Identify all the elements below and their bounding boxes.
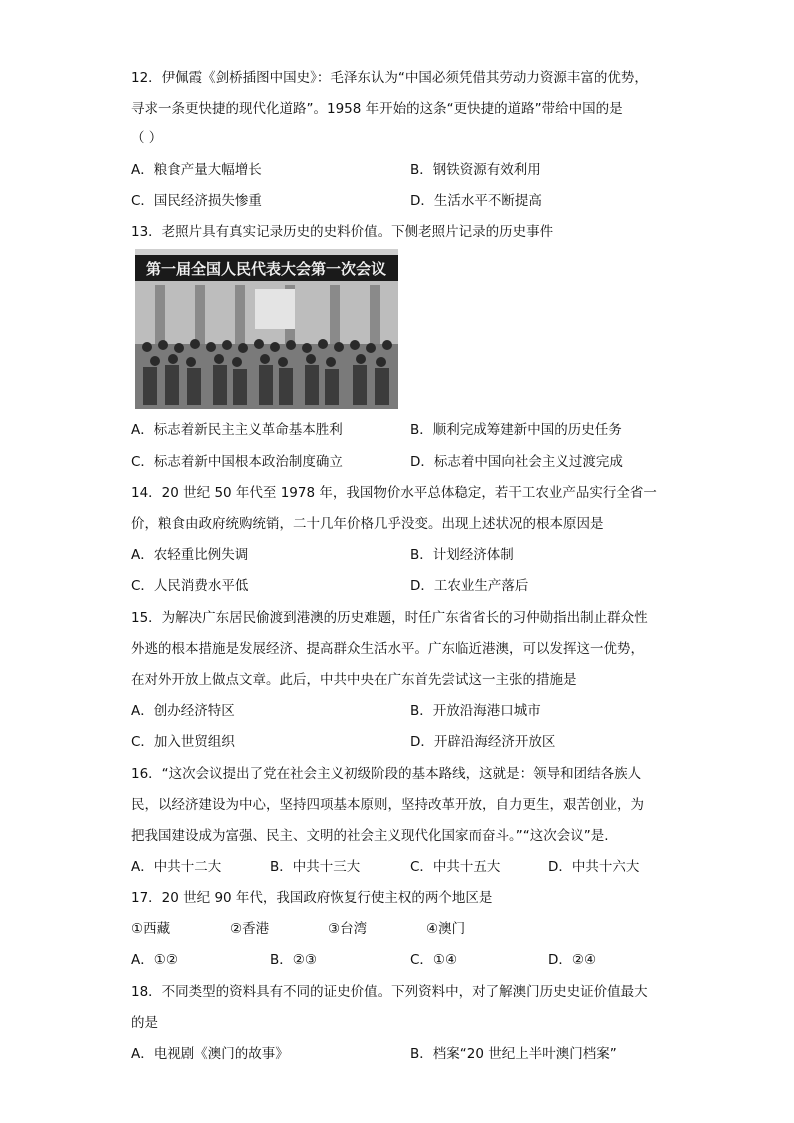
question-16-line-1: 16．“这次会议提出了党在社会主义初级阶段的基本路线，这就是：领导和团结各族人 [131, 766, 642, 782]
question-14-option-d[interactable]: D．工农业生产落后 [410, 578, 529, 594]
question-17-item-3: ③台湾 [328, 921, 368, 937]
question-17-item-1: ①西藏 [131, 921, 171, 937]
question-12-option-a[interactable]: A．粮食产量大幅增长 [131, 162, 262, 178]
question-17-line-1: 17．20 世纪 90 年代，我国政府恢复行使主权的两个地区是 [131, 890, 493, 906]
question-17-option-d[interactable]: D．②④ [548, 952, 597, 968]
question-18-option-b[interactable]: B．档案“20 世纪上半叶澳门档案” [410, 1046, 617, 1062]
question-18-line-1: 18．不同类型的资料具有不同的证史价值。下列资料中，对了解澳门历史史证价值最大 [131, 984, 648, 1000]
question-12-option-b[interactable]: B．钢铁资源有效利用 [410, 162, 541, 178]
question-17-option-a[interactable]: A．①② [131, 952, 178, 968]
question-13-option-d[interactable]: D．标志着中国向社会主义过渡完成 [410, 454, 623, 470]
question-14-option-a[interactable]: A．农轻重比例失调 [131, 547, 249, 563]
question-15-option-a[interactable]: A．创办经济特区 [131, 703, 235, 719]
question-12-line-3: （ ） [131, 130, 163, 146]
question-12-line-2: 寻求一条更快捷的现代化道路”。1958 年开始的这条“更快捷的道路”带给中国的是 [131, 101, 623, 117]
question-13-option-c[interactable]: C．标志着新中国根本政治制度确立 [131, 454, 343, 470]
question-14-option-b[interactable]: B．计划经济体制 [410, 547, 514, 563]
question-15-line-2: 外逃的根本措施是发展经济、提高群众生活水平。广东临近港澳，可以发挥这一优势， [131, 641, 644, 657]
question-14-line-2: 价，粮食由政府统购统销，二十几年价格几乎没变。出现上述状况的根本原因是 [131, 516, 604, 532]
question-15-option-c[interactable]: C．加入世贸组织 [131, 734, 235, 750]
question-16-option-d[interactable]: D．中共十六大 [548, 859, 640, 875]
question-17-item-4: ④澳门 [426, 921, 466, 937]
question-13-option-a[interactable]: A．标志着新民主主义革命基本胜利 [131, 422, 343, 438]
question-15-line-1: 15．为解决广东居民偷渡到港澳的历史难题，时任广东省省长的习仲勋指出制止群众性 [131, 610, 648, 626]
question-15-line-3: 在对外开放上做点文章。此后，中共中央在广东首先尝试这一主张的措施是 [131, 672, 577, 688]
question-17-item-2: ②香港 [230, 921, 270, 937]
photo-illustration [135, 249, 398, 409]
question-16-option-b[interactable]: B．中共十三大 [270, 859, 361, 875]
question-12-option-c[interactable]: C．国民经济损失惨重 [131, 193, 262, 209]
question-17-option-b[interactable]: B．②③ [270, 952, 317, 968]
question-17-option-c[interactable]: C．①④ [410, 952, 458, 968]
question-13-line-1: 13．老照片具有真实记录历史的史料价值。下侧老照片记录的历史事件 [131, 224, 554, 240]
question-14-option-c[interactable]: C．人民消费水平低 [131, 578, 249, 594]
question-16-option-c[interactable]: C．中共十五大 [410, 859, 501, 875]
question-15-option-d[interactable]: D．开辟沿海经济开放区 [410, 734, 556, 750]
question-16-line-3: 把我国建设成为富强、民主、文明的社会主义现代化国家而奋斗。”“这次会议”是. [131, 828, 609, 844]
photo-banner-text: 第一届全国人民代表大会第一次会议 [145, 260, 387, 278]
question-14-line-1: 14．20 世纪 50 年代至 1978 年，我国物价水平总体稳定，若干工农业产品实行全省一 [131, 485, 657, 501]
question-12-line-1: 12．伊佩霞《剑桥插图中国史》：毛泽东认为“中国必须凭借其劳动力资源丰富的优势， [131, 70, 648, 86]
question-16-option-a[interactable]: A．中共十二大 [131, 859, 222, 875]
question-18-option-a[interactable]: A．电视剧《澳门的故事》 [131, 1046, 289, 1062]
question-18-line-2: 的是 [131, 1015, 158, 1031]
question-16-line-2: 民，以经济建设为中心，坚持四项基本原则，坚持改革开放，自力更生，艰苦创业，为 [131, 797, 644, 813]
historical-photo [135, 249, 398, 409]
question-13-option-b[interactable]: B．顺利完成筹建新中国的历史任务 [410, 422, 622, 438]
question-12-option-d[interactable]: D．生活水平不断提高 [410, 193, 542, 209]
question-15-option-b[interactable]: B．开放沿海港口城市 [410, 703, 541, 719]
